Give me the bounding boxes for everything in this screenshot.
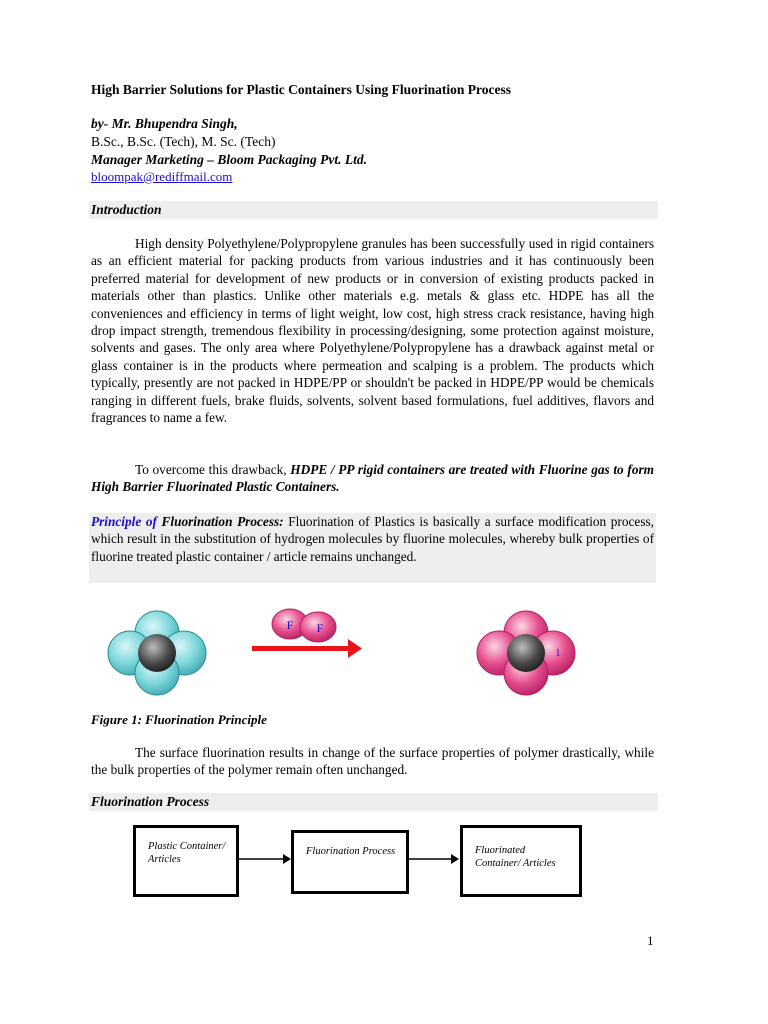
- principle-label-blue: Principle of: [91, 514, 157, 529]
- fluorine-label-1: F: [286, 618, 294, 632]
- document-title: High Barrier Solutions for Plastic Containers Using Fluorination Process: [91, 82, 512, 97]
- surface-paragraph: The surface fluorination results in change of the surface properties of polymer drastically, while the bulk properties of the polymer remain often unchanged.: [91, 745, 654, 778]
- principle-paragraph: [91, 513, 654, 565]
- hydrogen-molecule: [108, 611, 206, 695]
- fluorination-figure: [80, 595, 680, 705]
- page-number: 1: [647, 933, 654, 948]
- flow-box-plastic-container: Plastic Container/ Articles: [133, 825, 239, 897]
- flow-arrow-2: [409, 852, 463, 866]
- author-byline: by- Mr. Bhupendra Singh,: [91, 116, 238, 131]
- flow-box-fluorinated-container: Fluorinated Container/ Articles: [460, 825, 582, 897]
- reaction-arrow: [252, 639, 362, 658]
- principle-label-black: Fluorination Process:: [161, 514, 284, 529]
- flow-box-fluorination-process: Fluorination Process: [291, 830, 409, 894]
- figure-caption: Figure 1: Fluorination Principle: [91, 712, 267, 727]
- author-role: Manager Marketing – Bloom Packaging Pvt. Ltd.: [91, 152, 368, 167]
- carbon-atom-right: [507, 634, 545, 672]
- fluorine-label-2: F: [316, 621, 324, 635]
- introduction-paragraph-1: High density Polyethylene/Polypropylene granules has been successfully used in rigid containers as an efficient material for packing products from various industries and it has continuously been preferred material for development of new products or in conversion of existing products packed in materials other than plastics. Unlike other materials e.g. metals & glass etc. HDPE has all the conveniences and efficiency in terms of light weight, low cost, high stress crack resistance, having high drop impact strength, tremendous flexibility in processing/designing, some protection against moisture, solvents and gases. The only area where Polyethylene/Polypropylene has a drawback against metal or glass container is in the products where permeation and scalping is a problem. The products which typically, presently are not packed in HDPE/PP or shouldn't be packed in HDPE/PP would be chemicals ranging in different fuels, brake fluids, solvents, solvent based formulations, fuel additives, flavors and fragrances to name a few.: [91, 236, 654, 426]
- author-email-link[interactable]: bloompak@rediffmail.com: [91, 169, 233, 184]
- introduction-paragraph-2: [91, 461, 654, 496]
- process-heading: Fluorination Process: [89, 793, 658, 811]
- paragraph-2-emphasis: HDPE / PP rigid containers are treated with Fluorine gas to form High Barrier Fluorinated Plastic Containers.: [91, 462, 654, 495]
- paragraph-2-prefix: To overcome this drawback,: [135, 462, 291, 477]
- author-degrees: B.Sc., B.Sc. (Tech), M. Sc. (Tech): [91, 134, 276, 149]
- right-molecule-label: l: [556, 647, 560, 659]
- principle-text: Fluorination of Plastics is basically a surface modification process, which result in the substitution of hydrogen molecules by fluorine molecules, whereby bulk properties of fluorine treated plastic container / article remains unchanged.: [91, 514, 654, 564]
- flow-arrow-1: [239, 852, 295, 866]
- carbon-atom-left: [138, 634, 176, 672]
- fluorine-molecule: [272, 609, 336, 642]
- fluorinated-molecule: [477, 611, 575, 695]
- introduction-heading: Introduction: [89, 201, 658, 219]
